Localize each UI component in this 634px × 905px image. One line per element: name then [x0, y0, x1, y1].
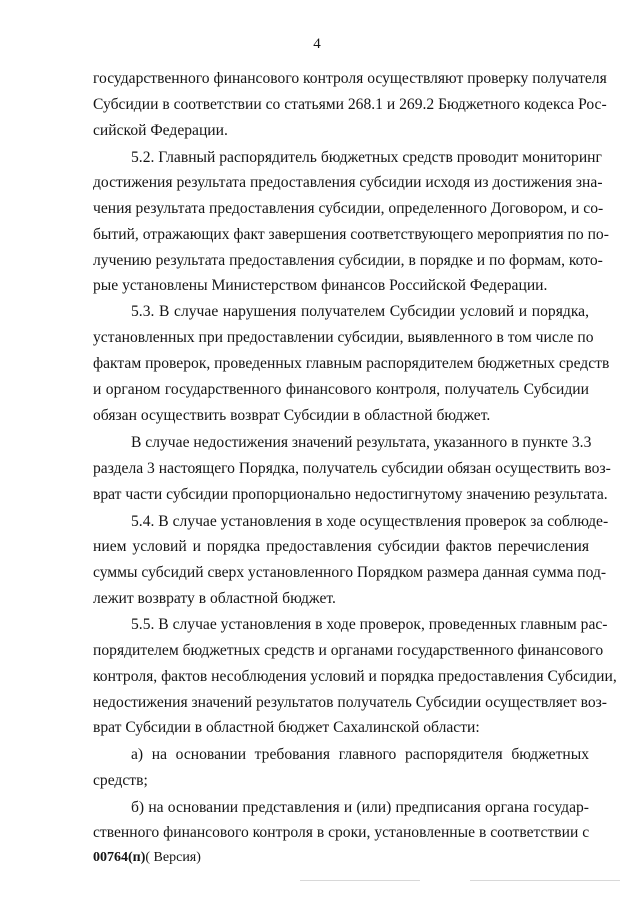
document-code — [93, 850, 201, 866]
text-line: лучению результата предоставления субсидии, в порядке и по формам, кото- — [93, 252, 603, 269]
page-number: 4 — [313, 36, 321, 52]
text-line: ственного финансового контроля в сроки, установленные в соответствии с — [93, 824, 590, 841]
text-line: и органом государственного финансового контроля, получатель Субсидии — [93, 381, 589, 398]
document-number: 00764(п) — [93, 850, 146, 865]
text-line: б) на основании представления и (или) предписания органа государ- — [131, 799, 589, 816]
text-line: 5.3. В случае нарушения получателем Субсидии условий и порядка, — [131, 303, 589, 320]
text-line: контроля, фактов несоблюдения условий и порядка предоставления Субсидии, — [93, 668, 617, 685]
text-line: бытий, отражающих факт завершения соответствующего мероприятия по по- — [93, 226, 609, 243]
text-line: сийской Федерации. — [93, 122, 228, 139]
text-line: чения результата предоставления субсидии, определенного Договором, и со- — [93, 200, 604, 217]
text-line: достижения результата предоставления субсидии исходя из достижения зна- — [93, 174, 603, 191]
text-line: а) на основании требования главного распорядителя бюджетных — [131, 746, 589, 763]
text-line: 5.5. В случае установления в ходе проверок, проведенных главным рас- — [131, 616, 608, 633]
text-line: рые установлены Министерством финансов Российской Федерации. — [93, 277, 548, 294]
text-line: средств; — [93, 772, 148, 789]
text-line: 5.2. Главный распорядитель бюджетных средств проводит мониторинг — [131, 149, 602, 166]
text-line: 5.4. В случае установления в ходе осуществления проверок за соблюде- — [131, 513, 609, 530]
text-line: раздела 3 настоящего Порядка, получатель субсидии обязан осуществить воз- — [93, 460, 611, 477]
scan-artifact-line — [470, 880, 620, 881]
text-line: нием условий и порядка предоставления субсидии фактов перечисления — [93, 538, 589, 555]
text-line: врат части субсидии пропорционально недостигнутому значению результата. — [93, 486, 608, 503]
document-version: ( Версия) — [145, 850, 201, 865]
text-line: лежит возврату в областной бюджет. — [93, 590, 336, 607]
text-line: государственного финансового контроля осуществляют проверку получателя — [93, 70, 607, 87]
text-line: Субсидии в соответствии со статьями 268.1 и 269.2 Бюджетного кодекса Рос- — [93, 96, 607, 113]
text-line: порядителем бюджетных средств и органами государственного финансового — [93, 642, 604, 659]
text-line: фактам проверок, проведенных главным распорядителем бюджетных средств — [93, 355, 610, 372]
text-line: обязан осуществить возврат Субсидии в областной бюджет. — [93, 407, 491, 424]
text-line: установленных при предоставлении субсидии, выявленного в том числе по — [93, 329, 594, 346]
text-line: суммы субсидий сверх установленного Порядком размера данная сумма под- — [93, 564, 607, 581]
text-line: врат Субсидии в областной бюджет Сахалинской области: — [93, 719, 480, 736]
text-line: В случае недостижения значений результата, указанного в пункте 3.3 — [131, 434, 592, 451]
scan-artifact-line — [300, 880, 420, 881]
text-line: недостижения значений результатов получатель Субсидии осуществляет воз- — [93, 694, 607, 711]
